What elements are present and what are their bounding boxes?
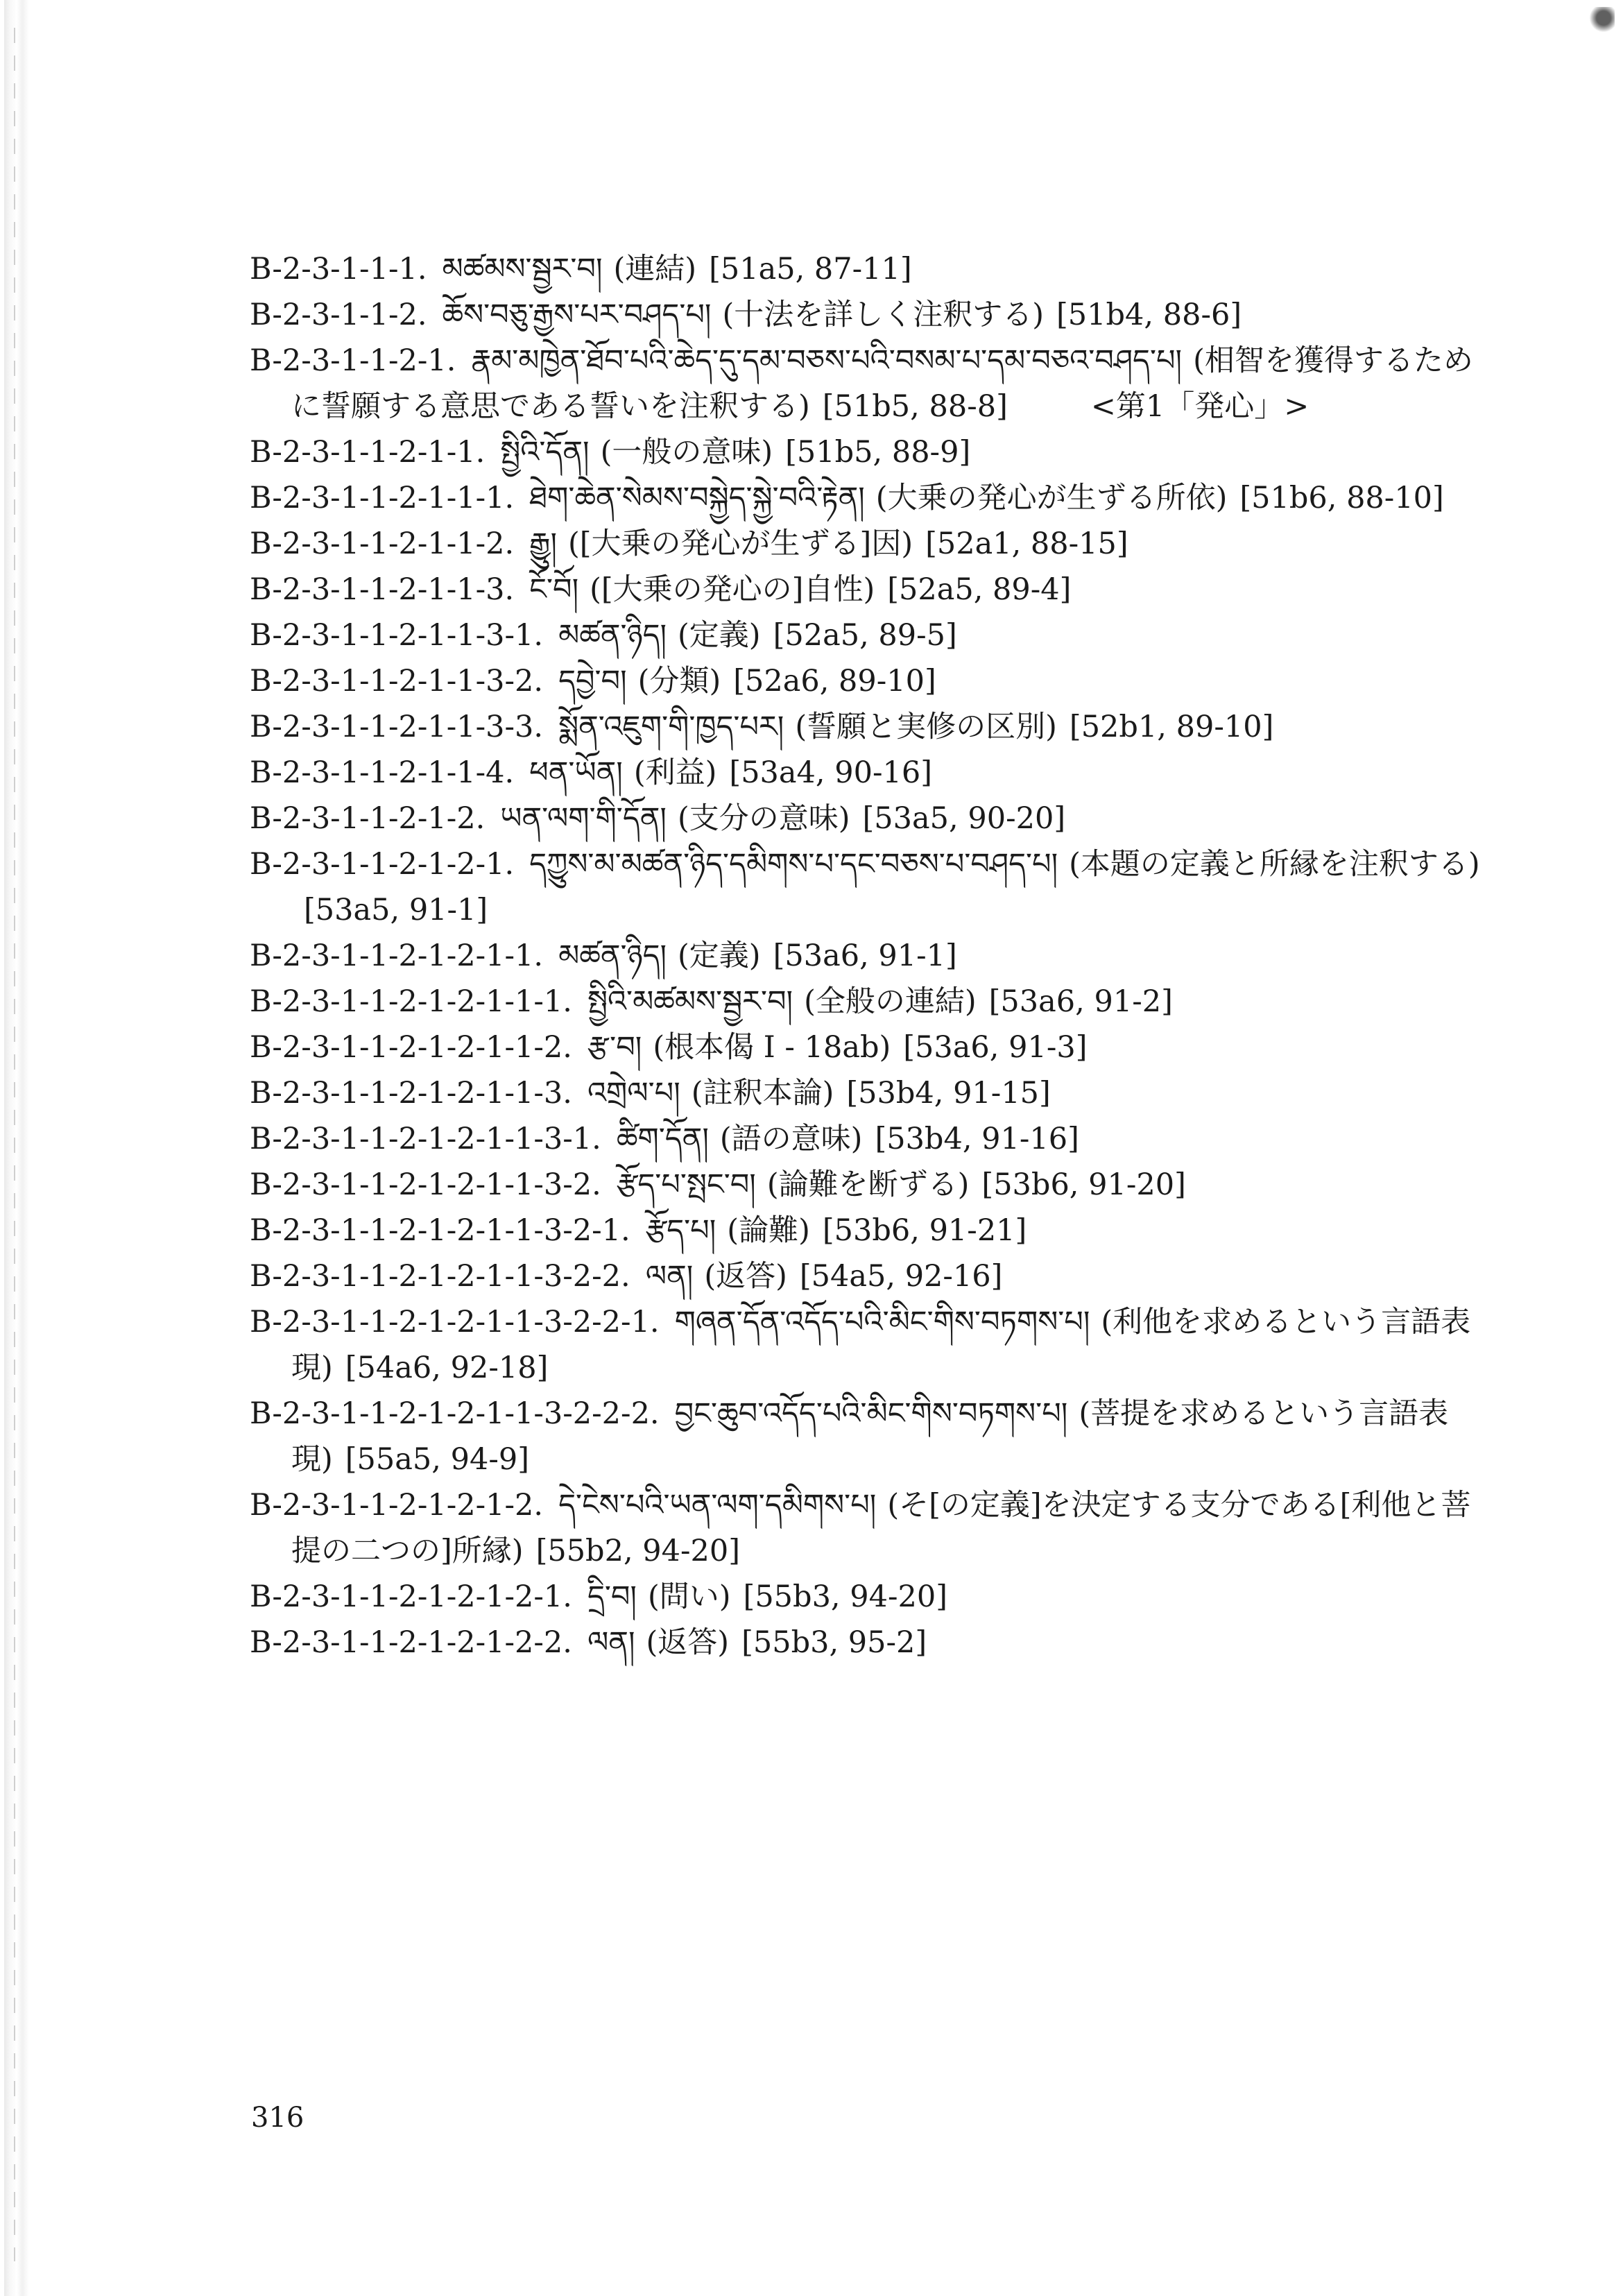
tibetan-heading: སྤྱིའི་མཚམས་སྦྱར་བ། bbox=[587, 984, 793, 1019]
page-reference: [52a5, 89-4] bbox=[887, 572, 1072, 607]
tibetan-heading: རྩོད་པ། bbox=[645, 1213, 716, 1248]
outline-entry bbox=[250, 1070, 1484, 1116]
outline-entry bbox=[250, 796, 1484, 841]
page-reference: [51b5, 88-8] bbox=[822, 389, 1008, 424]
japanese-gloss: (分類) bbox=[637, 664, 721, 699]
page-reference: [55b3, 95-2] bbox=[741, 1625, 927, 1660]
entry-number: B-2-3-1-1-2-1-2-1-1. bbox=[250, 939, 544, 973]
page-number: 316 bbox=[251, 2102, 304, 2134]
tibetan-heading: བྱང་ཆུབ་འདོད་པའི་མིང་གིས་བཏགས་པ། bbox=[674, 1396, 1068, 1431]
japanese-gloss: (根本偈 I - 18ab) bbox=[653, 1030, 891, 1065]
japanese-gloss: (註釈本論) bbox=[691, 1076, 834, 1111]
entry-number: B-2-3-1-1-2-1-2-1-2-1. bbox=[250, 1579, 572, 1614]
page-reference: [53a5, 90-20] bbox=[862, 801, 1066, 836]
tibetan-heading: མཚན་ཉིད། bbox=[558, 618, 667, 653]
tibetan-heading: ལན། bbox=[587, 1625, 635, 1660]
japanese-gloss: (本題の定義と所縁を注釈する) bbox=[1069, 847, 1480, 882]
page-reference: [51a5, 87-11] bbox=[709, 252, 912, 286]
outline-entry bbox=[250, 658, 1484, 704]
entry-number: B-2-3-1-1-2-1-1-2. bbox=[250, 526, 515, 561]
japanese-gloss: (全般の連結) bbox=[804, 984, 977, 1019]
entry-number: B-2-3-1-1-2-1-1-4. bbox=[250, 755, 515, 790]
corner-mark bbox=[1587, 7, 1615, 35]
entry-number: B-2-3-1-1-2-1-1-3-2. bbox=[250, 664, 544, 699]
page-reference: [53b6, 91-21] bbox=[822, 1213, 1027, 1248]
outline-entry bbox=[250, 1482, 1484, 1574]
page-reference: [54a6, 92-18] bbox=[345, 1351, 549, 1385]
page-reference: [55a5, 94-9] bbox=[345, 1442, 529, 1477]
page-reference: [53a6, 91-2] bbox=[988, 984, 1173, 1019]
page-reference: [51b6, 88-10] bbox=[1239, 481, 1444, 515]
japanese-gloss: (そ[の定義]を決定する支分である[利他と菩提の二つの]所縁) bbox=[291, 1488, 1471, 1568]
entry-number: B-2-3-1-1-2-1-2-1-1-3-2-2-2. bbox=[250, 1396, 660, 1431]
entry-number: B-2-3-1-1-1. bbox=[250, 252, 427, 286]
outline-list bbox=[250, 246, 1484, 1665]
outline-entry bbox=[250, 979, 1484, 1025]
entry-number: B-2-3-1-1-2-1-2-1-1-3-2-2-1. bbox=[250, 1305, 660, 1339]
tibetan-heading: སྨོན་འཇུག་གི་ཁྱད་པར། bbox=[558, 710, 784, 744]
entry-number: B-2-3-1-1-2-1-2-1-1-3-1. bbox=[250, 1122, 601, 1156]
page-reference: [53b6, 91-20] bbox=[981, 1167, 1186, 1202]
outline-entry bbox=[250, 292, 1484, 338]
japanese-gloss: (利益) bbox=[633, 755, 717, 790]
page-reference: [51b5, 88-9] bbox=[785, 435, 971, 470]
page-reference: [53a6, 91-1] bbox=[773, 939, 957, 973]
page-reference: [53b4, 91-16] bbox=[875, 1122, 1079, 1156]
entry-number: B-2-3-1-1-2-1-2-1. bbox=[250, 847, 515, 882]
japanese-gloss: (一般の意味) bbox=[600, 435, 773, 470]
entry-number: B-2-3-1-1-2-1-2-1-1-1. bbox=[250, 984, 572, 1019]
japanese-gloss: ([大乗の発心の]自性) bbox=[590, 572, 875, 607]
japanese-gloss: (菩提を求めるという言語表現) bbox=[291, 1396, 1449, 1477]
outline-entry bbox=[250, 1116, 1484, 1162]
page-reference: [55b3, 94-20] bbox=[743, 1579, 947, 1614]
entry-number: B-2-3-1-1-2-1-2-1-1-3. bbox=[250, 1076, 572, 1111]
page-reference: [54a5, 92-16] bbox=[799, 1259, 1003, 1294]
tibetan-heading: ངོ་བོ། bbox=[529, 572, 579, 607]
tibetan-heading: ཚིག་དོན། bbox=[616, 1122, 709, 1156]
entry-number: B-2-3-1-1-2-1-1-1. bbox=[250, 481, 515, 515]
page-reference: [52b1, 89-10] bbox=[1069, 710, 1274, 744]
japanese-gloss: (定義) bbox=[678, 618, 761, 653]
outline-entry bbox=[250, 429, 1484, 475]
japanese-gloss: (返答) bbox=[646, 1625, 730, 1660]
japanese-gloss: (問い) bbox=[647, 1579, 731, 1614]
page-reference: [53a6, 91-3] bbox=[903, 1030, 1088, 1065]
japanese-gloss: (利他を求めるという言語表現) bbox=[291, 1305, 1471, 1385]
japanese-gloss: (論難を断ずる) bbox=[766, 1167, 970, 1202]
outline-entry bbox=[250, 1574, 1484, 1620]
outline-entry bbox=[250, 704, 1484, 750]
page-reference: [55b2, 94-20] bbox=[535, 1534, 741, 1568]
entry-number: B-2-3-1-1-2-1. bbox=[250, 343, 456, 378]
entry-number: B-2-3-1-1-2-1-2-1-2-2. bbox=[250, 1625, 572, 1660]
binding-edge bbox=[4, 0, 29, 2296]
entry-number: B-2-3-1-1-2-1-2-1-1-3-2-1. bbox=[250, 1213, 630, 1248]
japanese-gloss: ([大乗の発心が生ずる]因) bbox=[568, 526, 913, 561]
page-reference: [52a6, 89-10] bbox=[733, 664, 936, 699]
japanese-gloss: (十法を詳しく注釈する) bbox=[722, 298, 1045, 332]
entry-number: B-2-3-1-1-2-1-1-3. bbox=[250, 572, 515, 607]
japanese-gloss: (大乗の発心が生ずる所依) bbox=[875, 481, 1228, 515]
outline-entry bbox=[250, 1208, 1484, 1253]
tibetan-heading: གཞན་དོན་འདོད་པའི་མིང་གིས་བཏགས་པ། bbox=[674, 1305, 1090, 1339]
tibetan-heading: དྲི་བ། bbox=[587, 1579, 637, 1614]
japanese-gloss: (語の意味) bbox=[719, 1122, 863, 1156]
japanese-gloss: (論難) bbox=[727, 1213, 810, 1248]
tibetan-heading: དེ་ངེས་པའི་ཡན་ལག་དམིགས་པ། bbox=[558, 1488, 877, 1523]
tibetan-heading: ཡན་ལག་གི་དོན། bbox=[500, 801, 667, 836]
outline-entry bbox=[250, 1391, 1484, 1482]
entry-number: B-2-3-1-1-2-1-2-1-1-3-2. bbox=[250, 1167, 601, 1202]
tibetan-heading: དཀྱུས་མ་མཚན་ཉིད་དམིགས་པ་དང་བཅས་པ་བཤད་པ། bbox=[529, 847, 1058, 882]
tibetan-heading: རྣམ་མཁྱེན་ཐོབ་པའི་ཆེད་དུ་དམ་བཅས་པའི་བསམ་པ་དམ་བཅའ་བཤད་པ། bbox=[471, 343, 1183, 378]
outline-entry bbox=[250, 750, 1484, 796]
outline-entry bbox=[250, 1620, 1484, 1665]
chapter-marker: <第1「発心」> bbox=[1090, 389, 1309, 424]
outline-entry bbox=[250, 933, 1484, 979]
entry-number: B-2-3-1-1-2-1-1-3-3. bbox=[250, 710, 544, 744]
outline-entry bbox=[250, 567, 1484, 612]
page-reference: [53a4, 90-16] bbox=[729, 755, 932, 790]
tibetan-heading: ལན། bbox=[645, 1259, 694, 1294]
outline-entry bbox=[250, 841, 1484, 933]
tibetan-heading: རྩོད་པ་སྤང་བ། bbox=[616, 1167, 756, 1202]
japanese-gloss: (定義) bbox=[678, 939, 761, 973]
outline-entry bbox=[250, 1299, 1484, 1391]
tibetan-heading: སྤྱིའི་དོན། bbox=[500, 435, 590, 470]
entry-number: B-2-3-1-1-2-1-1-3-1. bbox=[250, 618, 544, 653]
tibetan-heading: ཐེག་ཆེན་སེམས་བསྐྱེད་སྐྱེ་བའི་རྟེན། bbox=[529, 481, 865, 515]
outline-entry bbox=[250, 246, 1484, 292]
entry-number: B-2-3-1-1-2-1-1. bbox=[250, 435, 486, 470]
tibetan-heading: མཚན་ཉིད། bbox=[558, 939, 667, 973]
outline-entry bbox=[250, 1253, 1484, 1299]
outline-entry bbox=[250, 475, 1484, 521]
page-reference: [51b4, 88-6] bbox=[1056, 298, 1242, 332]
japanese-gloss: (返答) bbox=[704, 1259, 787, 1294]
tibetan-heading: དབྱེ་བ། bbox=[558, 664, 627, 699]
page-reference: [52a5, 89-5] bbox=[773, 618, 957, 653]
japanese-gloss: (相智を獲得するために誓願する意思である誓いを注釈する) bbox=[291, 343, 1473, 424]
tibetan-heading: འགྲེལ་པ། bbox=[587, 1076, 680, 1111]
entry-number: B-2-3-1-1-2-1-2-1-1-3-2-2. bbox=[250, 1259, 630, 1294]
tibetan-heading: རྩ་བ། bbox=[587, 1030, 642, 1065]
entry-number: B-2-3-1-1-2. bbox=[250, 298, 427, 332]
outline-entry bbox=[250, 612, 1484, 658]
page-reference: [52a1, 88-15] bbox=[925, 526, 1128, 561]
tibetan-heading: མཚམས་སྦྱར་བ། bbox=[442, 252, 603, 286]
outline-entry bbox=[250, 1025, 1484, 1070]
entry-number: B-2-3-1-1-2-1-2-1-1-2. bbox=[250, 1030, 572, 1065]
page-reference: [53b4, 91-15] bbox=[846, 1076, 1051, 1111]
japanese-gloss: (誓願と実修の区別) bbox=[795, 710, 1057, 744]
tibetan-heading: ཆོས་བཅུ་རྒྱས་པར་བཤད་པ། bbox=[442, 298, 712, 332]
entry-number: B-2-3-1-1-2-1-2-1-2. bbox=[250, 1488, 544, 1523]
tibetan-heading: ཕན་ཡོན། bbox=[529, 755, 623, 790]
outline-entry bbox=[250, 521, 1484, 567]
tibetan-heading: རྒྱུ། bbox=[529, 526, 557, 561]
entry-number: B-2-3-1-1-2-1-2. bbox=[250, 801, 486, 836]
outline-entry bbox=[250, 338, 1484, 429]
outline-entry bbox=[250, 1162, 1484, 1208]
page-reference: [53a5, 91-1] bbox=[304, 893, 488, 927]
japanese-gloss: (支分の意味) bbox=[677, 801, 850, 836]
japanese-gloss: (連結) bbox=[613, 252, 697, 286]
